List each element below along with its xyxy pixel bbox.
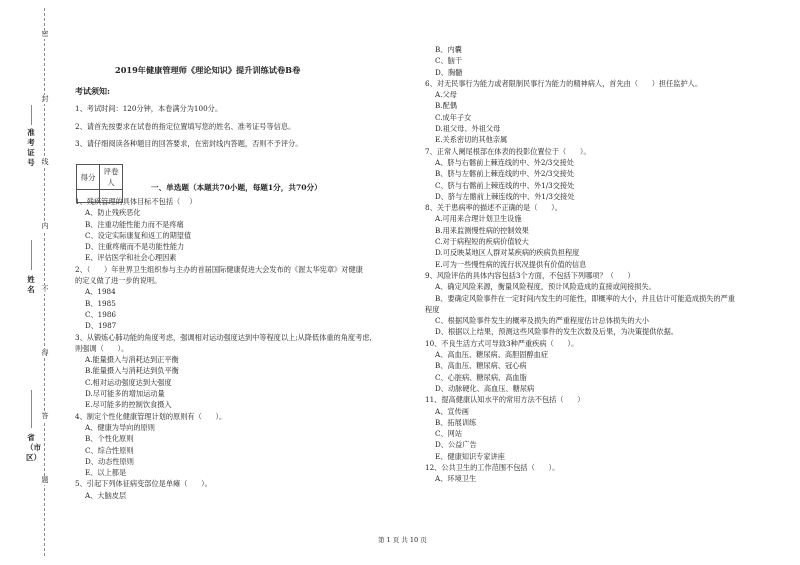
name-field[interactable] (31, 240, 32, 270)
name-label: 姓名 (27, 275, 35, 294)
answer-option: A、健康为导向的原则 (85, 422, 155, 432)
binding-margin (0, 0, 60, 565)
answer-option: B、1985 (85, 298, 116, 308)
answer-option: A、高血压、糖尿病、高胆固醇血症 (435, 350, 549, 360)
answer-option: A、环境卫生 (435, 474, 477, 484)
question-text: 2、（ ）年世界卫生组织参与主办的首届国际健康促进大会发布的《渥太华宪章》对健康 (75, 264, 363, 274)
score-header: 得分 (77, 165, 100, 190)
question-text: 8、关于患病率的描述不正确的是（ ）。 (425, 203, 562, 213)
region-label: 省（市区） (26, 433, 41, 462)
seal-mark: 封 (41, 95, 49, 103)
answer-option: C、网站 (435, 429, 463, 439)
answer-option: C、1986 (85, 309, 116, 319)
answer-option: B、要确定风险事件在一定时间内发生的可能性，即概率的大小，并且估计可能造成损失的严重 (435, 293, 735, 303)
answer-option: C、根据风险事件发生的概率及损失的严重程度估计总体损失的大小 (435, 316, 649, 326)
notice-item: 3、请仔细阅读各种题目的回答要求，在密封线内答题，否则不予评分。 (75, 138, 303, 148)
answer-option: D、动态性原则 (85, 456, 134, 466)
seal-mark: 题 (41, 476, 49, 484)
score-table (76, 164, 123, 203)
answer-option: B、拓展训练 (435, 417, 477, 427)
answer-option: A、脐与右髂前上棘连线的中、外2/3交接处 (435, 157, 574, 167)
answer-option: A、确定风险来源，衡量风险程度，预计风险造成的直接或间接损失。 (435, 282, 656, 292)
answer-option: C.成年子女 (435, 112, 472, 122)
answer-option: E、以上都是 (85, 468, 127, 478)
grader-cell[interactable] (100, 190, 123, 203)
answer-option: B、高血压、糖尿病、冠心病 (435, 361, 527, 371)
seal-line (44, 8, 45, 556)
answer-option: D、脐与左髂前上棘连线的中、外1/3交接处 (435, 191, 575, 201)
exam-id-label: 准考证号 (27, 128, 35, 167)
question-text: 1、残疾管理的具体目标不包括（ ） (75, 197, 197, 206)
question-text: 6、对无民事行为能力或者限制民事行为能力的精神病人，首先由（ ）担任监护人。 (425, 78, 703, 88)
grader-header: 评卷人 (100, 165, 123, 190)
answer-option: C、综合性原则 (85, 445, 134, 455)
answer-option: C、设定实际康复和返工的期望值 (85, 230, 192, 240)
answer-option: D.祖父母、外祖父母 (435, 124, 501, 134)
question-text: 程度 (425, 304, 440, 314)
answer-option: A.可用来合理计划卫生设施 (435, 214, 522, 224)
answer-option: E.关系密切的其他亲属 (435, 135, 508, 145)
answer-option: D.尽可能多的增加运动量 (85, 389, 165, 399)
notice-heading: 考试须知: (75, 86, 110, 96)
answer-option: D、根据以上结果，预测这些风险事件的发生次数及后果，为决策提供依据。 (435, 327, 678, 337)
question-text: 的定义做了进一步的说明。 (75, 276, 162, 286)
seal-mark: 得 (41, 349, 49, 357)
answer-option: A.能量摄入与消耗达到正平衡 (85, 355, 179, 365)
answer-option: C.对于病程短的疾病价值较大 (435, 237, 529, 247)
answer-option: D、胸髓 (435, 67, 463, 77)
answer-option: B、注重功能性能力而不是疼痛 (85, 219, 184, 229)
answer-option: D.可反映某地区人群对某疾病的疾病负担程度 (435, 248, 580, 258)
question-text: 4、制定个性化健康管理计划的原则有（ ）。 (75, 411, 227, 421)
question-text: 则强调（ ）。 (75, 343, 129, 353)
score-cell[interactable] (77, 190, 100, 203)
answer-option: D、1987 (85, 321, 117, 331)
seal-mark: 答 (41, 412, 49, 420)
answer-option: C.相对运动强度达到大强度 (85, 377, 172, 387)
question-text: 10、不良生活方式可导致3种严重疾病（ ）。 (425, 338, 579, 348)
answer-option: C、脐与右髂前上棘连线的中、外1/3交接处 (435, 180, 575, 190)
answer-option: A、1984 (85, 287, 116, 297)
seal-mark: 密 (41, 30, 49, 38)
answer-option: B.能量摄入与消耗达到负平衡 (85, 366, 179, 376)
answer-option: D、公益广告 (435, 440, 477, 450)
question-text: 11、提高健康认知水平的常用方法不包括（ ） (425, 395, 585, 405)
answer-option: B.配偶 (435, 101, 457, 111)
answer-option: E、评估医学和社会心理因素 (85, 253, 177, 263)
section-heading: 一、单选题（本题共70小题，每题1分，共70分） (151, 183, 322, 192)
answer-option: A、防止残疾恶化 (85, 208, 141, 218)
notice-item: 1、考试时间：120分钟，本卷满分为100分。 (75, 104, 223, 114)
seal-mark: 不 (41, 285, 49, 293)
answer-option: D、动脉硬化、高血压、糖尿病 (435, 383, 535, 393)
answer-option: B、内囊 (435, 45, 462, 54)
answer-option: D、注重疼痛而不是功能性能力 (85, 242, 185, 252)
exam-id-field[interactable] (31, 105, 32, 125)
answer-option: E.尽可能多的控制饮食摄入 (85, 400, 172, 410)
question-text: 9、风险评估的具体内容包括3个方面，不包括下列哪项？（ ） (425, 270, 635, 280)
seal-mark: 线 (41, 158, 49, 166)
answer-option: C、心脏病、糖尿病、高血脂 (435, 372, 527, 382)
notice-item: 2、请首先按要求在试卷的指定位置填写您的姓名、准考证号等信息。 (75, 121, 296, 131)
answer-option: B、个性化原则 (85, 434, 134, 444)
question-text: 5、引起下列体征病变部位是单瘫（ ）。 (75, 479, 212, 489)
answer-option: A、大脑皮层 (85, 490, 127, 500)
seal-mark: 内 (41, 222, 49, 230)
answer-option: E.可为一些慢性病的流行状况提供有价值的信息 (435, 259, 587, 269)
region-field[interactable] (31, 390, 32, 428)
answer-option: A.父母 (435, 90, 457, 100)
question-text: 7、正常人阑尾根部在体表的投影位置位于（ ）。 (425, 146, 591, 156)
answer-option: B、脐与左髂前上棘连线的中、外2/3交接处 (435, 169, 575, 179)
answer-option: B.用来监测慢性病的控制效果 (435, 225, 529, 235)
question-text: 3、从锻炼心肺功能的角度考虑，强调相对运动强度达到中等程度以上;从降低体重的角度考虑, (75, 332, 372, 342)
answer-option: E、健康知识专家讲座 (435, 451, 505, 461)
question-text: 12、公共卫生的工作范围不包括（ ）。 (425, 462, 560, 472)
page-footer: 第 1 页 共 10 页 (378, 536, 427, 544)
page-title: 2019年健康管理师《理论知识》提升训练试卷B卷 (115, 65, 301, 75)
answer-option: C、脑干 (435, 56, 463, 66)
answer-option: A、宣传画 (435, 406, 469, 416)
